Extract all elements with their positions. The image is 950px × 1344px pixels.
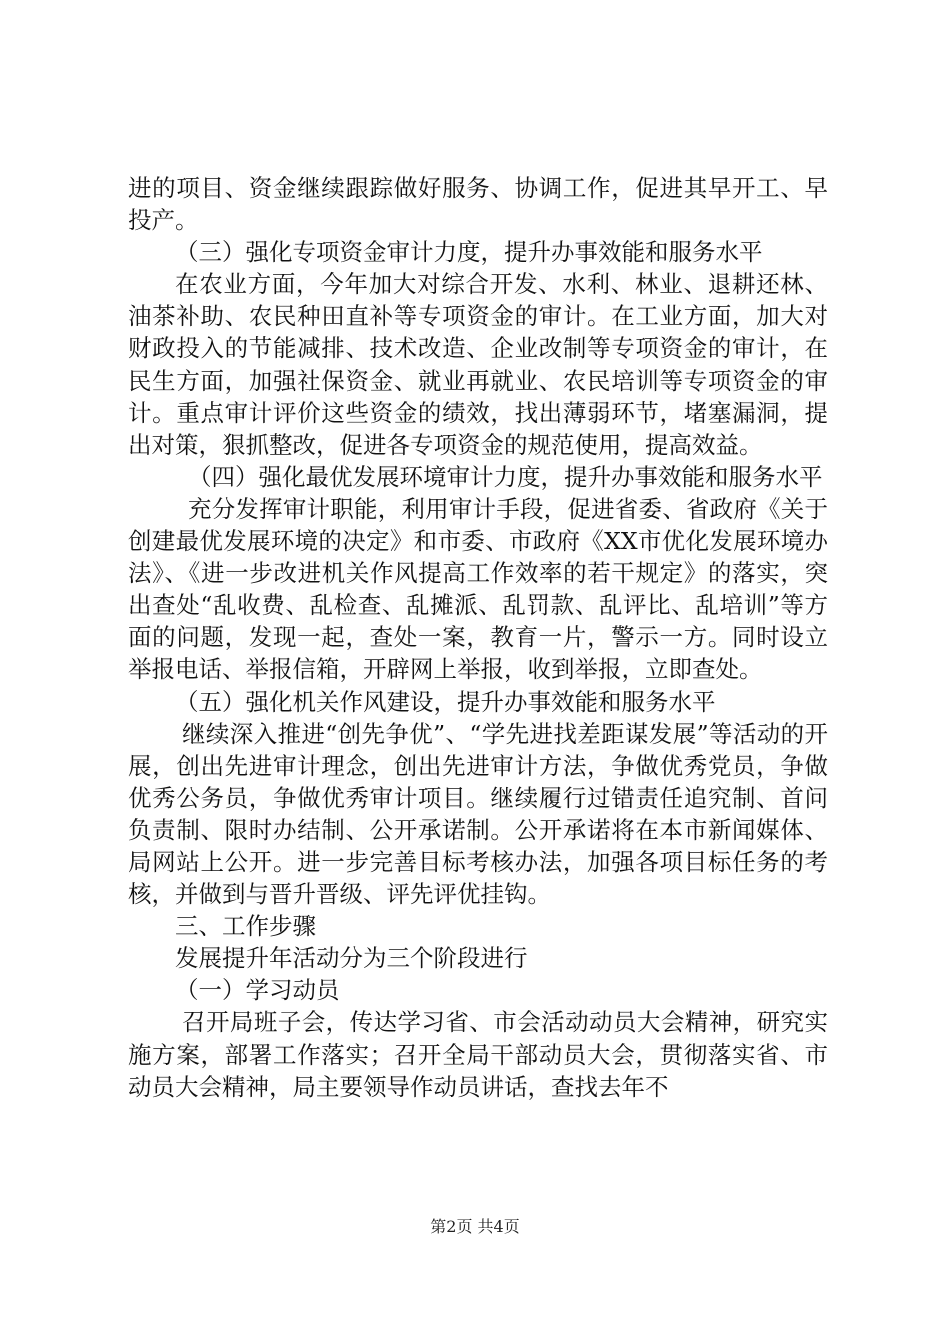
- paragraph-work-style: 继续深入推进“创先争优”、“学先进找差距谋发展”等活动的开展，创出先进审计理念，创出先进审计方法，争做优秀党员，争做优秀公务员，争做优秀审计项目。继续履行过错责任追究制、首问负责制、限时办结制、公开承诺制。公开承诺将在本市新闻媒体、局网站上公开。进一步完善目标考核办法，加强各项目标任务的考核，并做到与晋升晋级、评先评优挂钩。: [128, 719, 828, 909]
- paragraph-continuation: 进的项目、资金继续跟踪做好服务、协调工作，促进其早开工、早投产。: [128, 174, 828, 235]
- document-body: [128, 172, 828, 1103]
- paragraph-special-funds: 在农业方面，今年加大对综合开发、水利、林业、退耕还林、油茶补助、农民种田直补等专项资金的审计。在工业方面，加大对财政投入的节能减排、技术改造、企业改制等专项资金的审计，在民生方面，加强社保资金、就业再就业、农民培训等专项资金的审计。重点审计评价这些资金的绩效，找出薄弱环节，堵塞漏洞，提出对策，狠抓整改，促进各专项资金的规范使用，提高效益。: [128, 270, 828, 459]
- paragraph-environment: 充分发挥审计职能，利用审计手段，促进省委、省政府《关于创建最优发展环境的决定》和市委、市政府《XX市优化发展环境办法》、《进一步改进机关作风提高工作效率的若干规定》的落实，突出查处“乱收费、乱检查、乱摊派、乱罚款、乱评比、乱培训”等方面的问题，发现一起，查处一案，教育一片，警示一方。同时设立举报电话、举报信箱，开辟网上举报，收到举报，立即查处。: [128, 494, 828, 684]
- page-number-footer: 第2页 共4页: [430, 1217, 520, 1236]
- section-heading-5: （五）强化机关作风建设，提升办事效能和服务水平: [175, 687, 716, 716]
- section-heading-4: （四）强化最优发展环境审计力度，提升办事效能和服务水平: [188, 462, 823, 491]
- section-heading-study: （一）学习动员: [175, 976, 340, 1005]
- paragraph-stages: 发展提升年活动分为三个阶段进行: [175, 944, 528, 973]
- section-heading-3: （三）强化专项资金审计力度，提升办事效能和服务水平: [175, 238, 763, 267]
- paragraph-mobilization: 召开局班子会，传达学习省、市会活动动员大会精神，研究实施方案，部署工作落实；召开全局干部动员大会，贯彻落实省、市动员大会精神，局主要领导作动员讲话，查找去年不: [128, 1008, 828, 1101]
- section-heading-work-steps: 三、工作步骤: [175, 912, 316, 941]
